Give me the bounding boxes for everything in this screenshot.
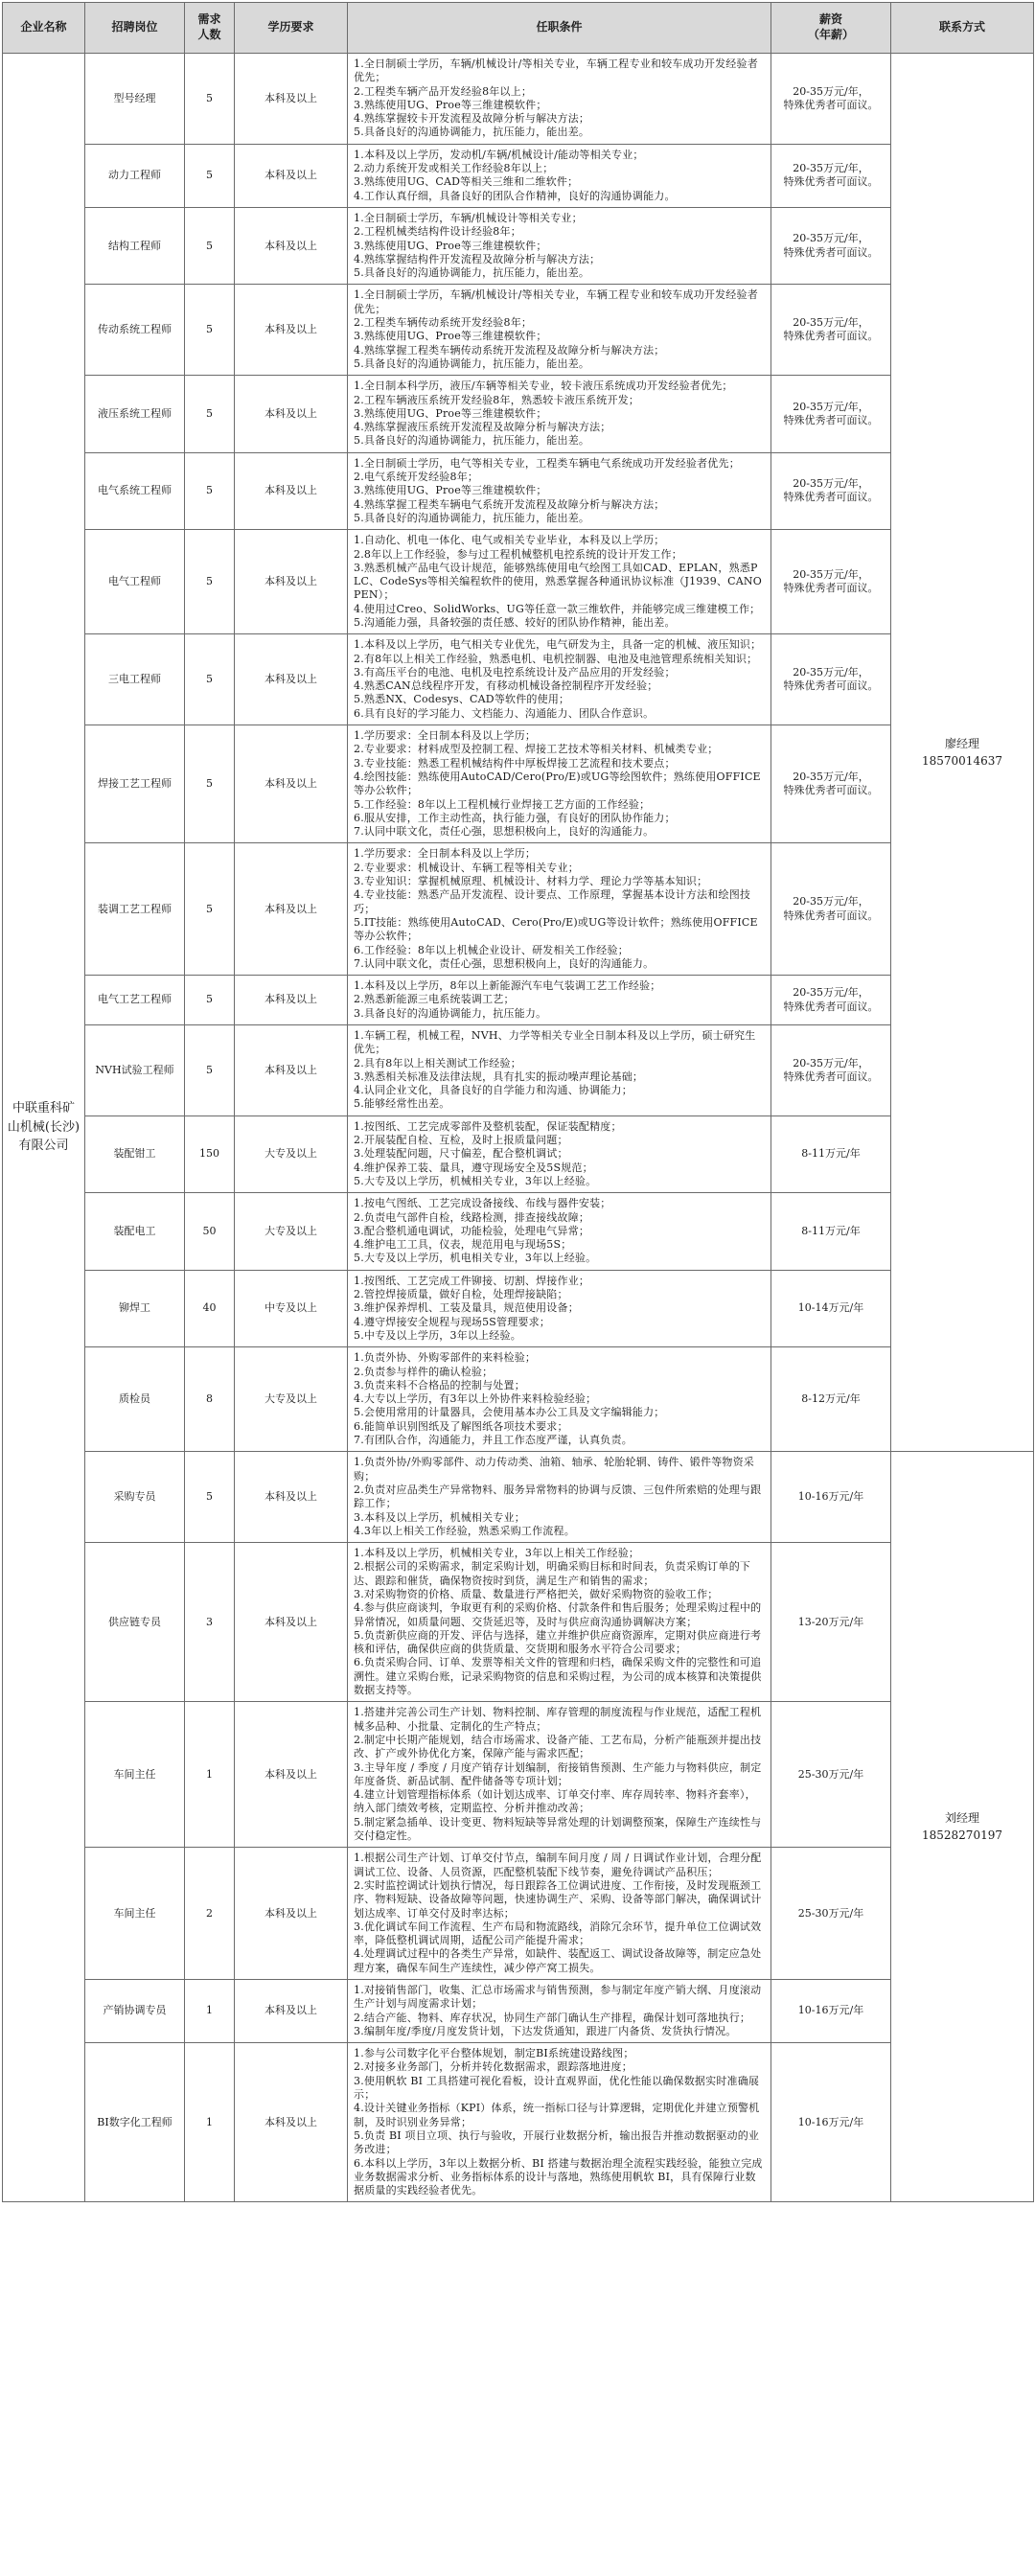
header-requirements: 任职条件 [348, 3, 771, 54]
table-row [3, 1980, 1034, 2043]
salary-cell: 20-35万元/年， 特殊优秀者可面议。 [771, 843, 891, 976]
requirements-cell: 1.本科及以上学历，发动机/车辆/机械设计/能动等相关专业； 2.动力系统开发或相关工作经验8年以上； 3.熟练使用UG、CAD等相关三维和二维软件； 4.工作认真仔细，具备良好的团队合作精神，良好的沟通协调能力。 [348, 144, 771, 207]
education-cell: 本科及以上 [235, 1848, 348, 1980]
headcount-cell: 150 [185, 1116, 235, 1192]
education-cell: 本科及以上 [235, 54, 348, 145]
salary-cell: 20-35万元/年， 特殊优秀者可面议。 [771, 452, 891, 529]
table-row [3, 54, 1034, 145]
salary-cell: 8-12万元/年 [771, 1347, 891, 1452]
requirements-cell: 1.按图纸、工艺完成零部件及整机装配，保证装配精度； 2.开展装配自检、互检，及时上报质量问题； 3.处理装配问题，尺寸偏差，配合整机调试； 4.维护保养工装、量具，遵守现场安全及5S规范； 5.大专及以上学历，机械相关专业，3年以上经验。 [348, 1116, 771, 1192]
salary-cell: 20-35万元/年， 特殊优秀者可面议。 [771, 285, 891, 376]
salary-cell: 20-35万元/年， 特殊优秀者可面议。 [771, 1025, 891, 1116]
header-count: 需求 人数 [185, 3, 235, 54]
position-cell: 铆焊工 [85, 1270, 185, 1346]
headcount-cell: 8 [185, 1347, 235, 1452]
position-cell: 装配电工 [85, 1193, 185, 1270]
table-row [3, 1848, 1034, 1980]
requirements-cell: 1.按电气图纸、工艺完成设备接线、布线与器件安装； 2.负责电气部件自检，线路检测，排查接线故障； 3.配合整机通电调试，功能检验，处理电气异常； 4.维护电工工具，仪表，规范用电与现场5S； 5.大专及以上学历，机电相关专业，3年以上经验。 [348, 1193, 771, 1270]
education-cell: 本科及以上 [235, 634, 348, 725]
education-cell: 本科及以上 [235, 1025, 348, 1116]
salary-cell: 20-35万元/年， 特殊优秀者可面议。 [771, 376, 891, 452]
requirements-cell: 1.按图纸、工艺完成工件铆接、切割、焊接作业； 2.管控焊接质量，做好自检，处理焊接缺陷； 3.维护保养焊机、工装及量具，规范使用设备； 4.遵守焊接安全规程与现场5S管理要求； 5.中专及以上学历，3年以上经验。 [348, 1270, 771, 1346]
requirements-cell: 1.负责外协、外购零部件的来料检验； 2.负责参与样件的确认检验； 3.负责来料不合格品的控制与处置； 4.大专以上学历，有3年以上外协件来料检验经验； 5.会使用常用的计量器具，会使用基本办公工具及文字编辑能力； 6.能简单识别图纸及了解图纸各项技术要求； 7.有团队合作，沟通能力，并且工作态度严谨，认真负责。 [348, 1347, 771, 1452]
requirements-cell: 1.学历要求：全日制本科及以上学历； 2.专业要求：材料成型及控制工程、焊接工艺技术等相关材料、机械类专业； 3.专业技能：熟悉工程机械结构件中厚板焊接工艺流程和技术要点； 4.绘图技能：熟练使用AutoCAD/Cero(Pro/E)或UG等绘图软件；熟练使用OFFICE等办公软件； 5.工作经验：8年以上工程机械行业焊接工艺方面的工作经验； 6.服从安排，工作主动性高，执行能力强，有良好的团队协作能力； 7.认同中联文化，责任心强，思想积极向上，良好的沟通能力。 [348, 725, 771, 843]
table-row [3, 725, 1034, 843]
salary-cell: 10-16万元/年 [771, 1980, 891, 2043]
education-cell: 大专及以上 [235, 1116, 348, 1192]
requirements-cell: 1.车辆工程，机械工程，NVH、力学等相关专业全日制本科及以上学历，硕士研究生优先； 2.具有8年以上相关测试工作经验； 3.熟悉相关标准及法律法规，具有扎实的振动噪声理论基础； 4.认同企业文化，具备良好的自学能力和沟通、协调能力； 5.能够经常性出差。 [348, 1025, 771, 1116]
table-row [3, 1543, 1034, 1702]
position-cell: 采购专员 [85, 1452, 185, 1543]
table-row [3, 1116, 1034, 1192]
education-cell: 大专及以上 [235, 1347, 348, 1452]
education-cell: 本科及以上 [235, 1980, 348, 2043]
contact-name: 廖经理 [944, 737, 979, 751]
requirements-cell: 1.自动化、机电一体化、电气或相关专业毕业，本科及以上学历； 2.8年以上工作经验，参与过工程机械整机电控系统的设计开发工作； 3.熟悉机械产品电气设计规范，能够熟练使用电气绘图工具如CAD、EPLAN，熟悉PLC、CodeSys等相关编程软件的使用，熟悉掌握各种通讯协议标准（J1939、CANOPEN）； 4.使用过Creo、SolidWorks、UG等任意一款三维软件，并能够完成三维建模工作； 5.沟通能力强，具备较强的责任感、较好的团队协作精神，能出差。 [348, 530, 771, 634]
position-cell: 供应链专员 [85, 1543, 185, 1702]
table-row [3, 2043, 1034, 2202]
salary-cell: 20-35万元/年， 特殊优秀者可面议。 [771, 144, 891, 207]
header-company: 企业名称 [3, 3, 85, 54]
requirements-cell: 1.搭建并完善公司生产计划、物料控制、库存管理的制度流程与作业规范，适配工程机械多品种、小批量、定制化的生产特点； 2.制定中长期产能规划，结合市场需求、设备产能、工艺布局，分析产能瓶颈并提出技改、扩产或外协优化方案，保障产能与需求匹配； 3.主导年度 / 季度 / 月度产销存计划编制，衔接销售预测、生产能力与物料供应，制定年度备货、新品试制、配件储备等专项计划； 4.建立计划管理指标体系（如计划达成率、订单交付率、库存周转率、物料齐套率），纳入部门绩效考核，定期监控、分析并推动改善； 5.制定紧急插单、设计变更、物料短缺等异常处理的计划调整预案，保障生产连续性与交付稳定性。 [348, 1702, 771, 1848]
requirements-cell: 1.负责外协/外购零部件、动力传动类、油箱、轴承、轮胎轮辋、铸件、锻件等物资采购； 2.负责对应品类生产异常物料、服务异常物料的协调与反馈、三包件所索赔的处理与跟踪工作； 3.本科及以上学历，机械相关专业； 4.3年以上相关工作经验，熟悉采购工作流程。 [348, 1452, 771, 1543]
position-cell: 电气系统工程师 [85, 452, 185, 529]
salary-cell: 20-35万元/年， 特殊优秀者可面议。 [771, 530, 891, 634]
table-row [3, 452, 1034, 529]
education-cell: 本科及以上 [235, 1702, 348, 1848]
position-cell: 液压系统工程师 [85, 376, 185, 452]
headcount-cell: 5 [185, 634, 235, 725]
education-cell: 本科及以上 [235, 452, 348, 529]
table-row [3, 1025, 1034, 1116]
requirements-cell: 1.参与公司数字化平台整体规划，制定BI系统建设路线图； 2.对接多业务部门，分析并转化数据需求，跟踪落地进度； 3.使用帆软 BI 工具搭建可视化看板，设计直观界面，优化性能以确保数据实时准确展示； 4.设计关键业务指标（KPI）体系，统一指标口径与计算逻辑，定期优化并建立预警机制，及时识别业务异常； 5.负责 BI 项目立项、执行与验收，开展行业数据分析，输出报告并推动数据驱动的业务改进； 6.本科以上学历，3年以上数据分析、BI 搭建与数据治理全流程实践经验，能独立完成业务数据需求分析、业务指标体系的设计与落地，熟练使用帆软 BI，具有保障行业数据质量的实践经验者优先。 [348, 2043, 771, 2202]
table-row [3, 285, 1034, 376]
header-education: 学历要求 [235, 3, 348, 54]
position-cell: 电气工程师 [85, 530, 185, 634]
header-contact: 联系方式 [891, 3, 1034, 54]
header-salary: 薪资 （年薪） [771, 3, 891, 54]
position-cell: 车间主任 [85, 1702, 185, 1848]
table-row [3, 1347, 1034, 1452]
table-row [3, 634, 1034, 725]
requirements-cell: 1.全日制硕士学历，车辆/机械设计/等相关专业，车辆工程专业和较车成功开发经验者优先； 2.工程类车辆产品开发经验8年以上； 3.熟练使用UG、Proe等三维建模软件； 4.熟练掌握较卡开发流程及故障分析与解决方法； 5.具备良好的沟通协调能力，抗压能力，能出差。 [348, 54, 771, 145]
requirements-cell: 1.本科及以上学历，电气相关专业优先，电气研发为主，具备一定的机械、液压知识； 2.有8年以上相关工作经验，熟悉电机、电机控制器、电池及电池管理系统相关知识； 3.有高压平台的电池、电机及电控系统设计及产品应用的开发经验； 4.熟悉CAN总线程序开发，有移动机械设备控制程序开发经验； 5.熟悉NX、Codesys、CAD等软件的使用； 6.具有良好的学习能力、文档能力、沟通能力、团队合作意识。 [348, 634, 771, 725]
position-cell: NVH试验工程师 [85, 1025, 185, 1116]
education-cell: 大专及以上 [235, 1193, 348, 1270]
position-cell: 质检员 [85, 1347, 185, 1452]
position-cell: 装配钳工 [85, 1116, 185, 1192]
position-cell: 动力工程师 [85, 144, 185, 207]
recruitment-table [2, 2, 1034, 2202]
contact-name: 刘经理 [944, 1811, 979, 1826]
requirements-cell: 1.全日制硕士学历，电气等相关专业，工程类车辆电气系统成功开发经验者优先； 2.电气系统开发经验8年； 3.熟练使用UG、Proe等三维建模软件； 4.熟练掌握工程类车辆电气系统开发流程及故障分析与解决方法； 5.具备良好的沟通协调能力，抗压能力，能出差。 [348, 452, 771, 529]
salary-cell: 20-35万元/年， 特殊优秀者可面议。 [771, 54, 891, 145]
position-cell: 电气工艺工程师 [85, 976, 185, 1025]
position-cell: 传动系统工程师 [85, 285, 185, 376]
salary-cell: 25-30万元/年 [771, 1848, 891, 1980]
header-position: 招聘岗位 [85, 3, 185, 54]
contact-cell [891, 54, 1034, 1452]
table-row [3, 1193, 1034, 1270]
requirements-cell: 1.全日制硕士学历，车辆/机械设计/等相关专业，车辆工程专业和较车成功开发经验者优先； 2.工程类车辆传动系统开发经验8年； 3.熟练使用UG、Proe等三维建模软件； 4.熟练掌握工程类车辆传动系统开发流程及故障分析与解决方法； 5.具备良好的沟通协调能力，抗压能力，能出差。 [348, 285, 771, 376]
table-row [3, 207, 1034, 284]
headcount-cell: 5 [185, 530, 235, 634]
table-row [3, 843, 1034, 976]
position-cell: 产销协调专员 [85, 1980, 185, 2043]
position-cell: 结构工程师 [85, 207, 185, 284]
education-cell: 本科及以上 [235, 144, 348, 207]
education-cell: 本科及以上 [235, 725, 348, 843]
headcount-cell: 5 [185, 452, 235, 529]
salary-cell: 20-35万元/年， 特殊优秀者可面议。 [771, 976, 891, 1025]
headcount-cell: 5 [185, 1452, 235, 1543]
headcount-cell: 5 [185, 285, 235, 376]
headcount-cell: 1 [185, 2043, 235, 2202]
headcount-cell: 5 [185, 376, 235, 452]
headcount-cell: 40 [185, 1270, 235, 1346]
table-row [3, 1702, 1034, 1848]
headcount-cell: 5 [185, 144, 235, 207]
education-cell: 本科及以上 [235, 285, 348, 376]
education-cell: 本科及以上 [235, 1452, 348, 1543]
table-row [3, 376, 1034, 452]
position-cell: 装调工艺工程师 [85, 843, 185, 976]
salary-cell: 8-11万元/年 [771, 1193, 891, 1270]
company-name: 中联重科矿山机械(长沙)有限公司 [3, 54, 85, 2202]
salary-cell: 20-35万元/年， 特殊优秀者可面议。 [771, 634, 891, 725]
headcount-cell: 1 [185, 1980, 235, 2043]
headcount-cell: 5 [185, 207, 235, 284]
headcount-cell: 3 [185, 1543, 235, 1702]
salary-cell: 8-11万元/年 [771, 1116, 891, 1192]
headcount-cell: 2 [185, 1848, 235, 1980]
header-row [3, 3, 1034, 54]
position-cell: 车间主任 [85, 1848, 185, 1980]
education-cell: 本科及以上 [235, 2043, 348, 2202]
headcount-cell: 50 [185, 1193, 235, 1270]
education-cell: 本科及以上 [235, 376, 348, 452]
headcount-cell: 5 [185, 976, 235, 1025]
table-row [3, 1270, 1034, 1346]
table-row [3, 976, 1034, 1025]
requirements-cell: 1.全日制硕士学历，车辆/机械设计等相关专业； 2.工程机械类结构件设计经验8年； 3.熟练使用UG、Proe等三维建模软件； 4.熟练掌握结构件开发流程及故障分析与解决方法； 5.具备良好的沟通协调能力，抗压能力，能出差。 [348, 207, 771, 284]
salary-cell: 25-30万元/年 [771, 1702, 891, 1848]
education-cell: 本科及以上 [235, 1543, 348, 1702]
position-cell: 三电工程师 [85, 634, 185, 725]
headcount-cell: 5 [185, 54, 235, 145]
salary-cell: 10-16万元/年 [771, 1452, 891, 1543]
headcount-cell: 5 [185, 1025, 235, 1116]
education-cell: 本科及以上 [235, 843, 348, 976]
contact-phone: 18570014637 [922, 754, 1002, 769]
position-cell: 型号经理 [85, 54, 185, 145]
contact-phone: 18528270197 [922, 1828, 1002, 1843]
headcount-cell: 1 [185, 1702, 235, 1848]
salary-cell: 20-35万元/年， 特殊优秀者可面议。 [771, 725, 891, 843]
salary-cell: 20-35万元/年， 特殊优秀者可面议。 [771, 207, 891, 284]
salary-cell: 10-16万元/年 [771, 2043, 891, 2202]
requirements-cell: 1.对接销售部门，收集、汇总市场需求与销售预测，参与制定年度产销大纲、月度滚动生产计划与周度需求计划； 2.结合产能、物料、库存状况，协同生产部门确认生产排程，确保计划可落地执行； 3.编制年度/季度/月度发货计划，下达发货通知，跟进厂内备货、发货执行情况。 [348, 1980, 771, 2043]
education-cell: 本科及以上 [235, 976, 348, 1025]
table-row [3, 1452, 1034, 1543]
table-row [3, 144, 1034, 207]
position-cell: BI数字化工程师 [85, 2043, 185, 2202]
requirements-cell: 1.本科及以上学历，8年以上新能源汽车电气装调工艺工作经验； 2.熟悉新能源三电系统装调工艺； 3.具备良好的沟通协调能力，抗压能力。 [348, 976, 771, 1025]
requirements-cell: 1.全日制本科学历，液压/车辆等相关专业，较卡液压系统成功开发经验者优先； 2.工程车辆液压系统开发经验8年，熟悉较卡液压系统开发； 3.熟练使用UG、Proe等三维建模软件； 4.熟练掌握液压系统开发流程及故障分析与解决方法； 5.具备良好的沟通协调能力，抗压能力，能出差。 [348, 376, 771, 452]
table-row [3, 530, 1034, 634]
education-cell: 中专及以上 [235, 1270, 348, 1346]
education-cell: 本科及以上 [235, 530, 348, 634]
requirements-cell: 1.根据公司生产计划、订单交付节点，编制车间月度 / 周 / 日调试作业计划，合理分配调试工位、设备、人员资源，匹配整机装配下线节奏，避免待调试产品积压； 2.实时监控调试计划执行情况，每日跟踪各工位调试进度、工作衔接，及时发现瓶颈工序、物料短缺、设备故障等问题，快速协调生产、采购、设备等部门解决，确保调试计划达成率、订单交付及时率达标； 3.优化调试车间工作流程、生产布局和物流路线，消除冗余环节，提升单位工位调试效率，降低整机调试周期，适配公司产能提升需求； 4.处理调试过程中的各类生产异常，如缺件、装配返工、调试设备故障等，制定应急处理方案，确保车间生产连续性，减少停产窝工损失。 [348, 1848, 771, 1980]
salary-cell: 10-14万元/年 [771, 1270, 891, 1346]
headcount-cell: 5 [185, 725, 235, 843]
education-cell: 本科及以上 [235, 207, 348, 284]
requirements-cell: 1.本科及以上学历，机械相关专业，3年以上相关工作经验； 2.根据公司的采购需求，制定采购计划，明确采购目标和时间表，负责采购订单的下达、跟踪和催货，确保物资按时到货，满足生产和销售的需求； 3.对采购物资的价格、质量、数量进行严格把关，做好采购物资的验收工作； 4.参与供应商谈判，争取更有利的采购价格、付款条件和售后服务；处理采购过程中的异常情况，如质量问题、交货延迟等，及时与供应商沟通协调解决方案； 5.负责新供应商的开发、评估与选择，建立并维护供应商资源库，定期对供应商进行考核和评估，确保供应商的供货质量、交货期和服务水平符合公司要求； 6.负责采购合同、订单、发票等相关文件的管理和归档，确保采购文件的完整性和可追溯性。建立采购台账，记录采购物资的信息和采购过程，为公司的成本核算和决策提供数据支持等。 [348, 1543, 771, 1702]
requirements-cell: 1.学历要求：全日制本科及以上学历； 2.专业要求：机械设计、车辆工程等相关专业； 3.专业知识：掌握机械原理、机械设计、材料力学、理论力学等基本知识； 4.专业技能：熟悉产品开发流程、设计要点、工作原理，掌握基本设计方法和绘图技巧； 5.IT技能：熟练使用AutoCAD、Cero(Pro/E)或UG等设计软件；熟练使用OFFICE等办公软件； 6.工作经验：8年以上机械企业设计、研发相关工作经验； 7.认同中联文化，责任心强，思想积极向上，良好的沟通能力。 [348, 843, 771, 976]
position-cell: 焊接工艺工程师 [85, 725, 185, 843]
contact-cell [891, 1452, 1034, 2202]
salary-cell: 13-20万元/年 [771, 1543, 891, 1702]
headcount-cell: 5 [185, 843, 235, 976]
